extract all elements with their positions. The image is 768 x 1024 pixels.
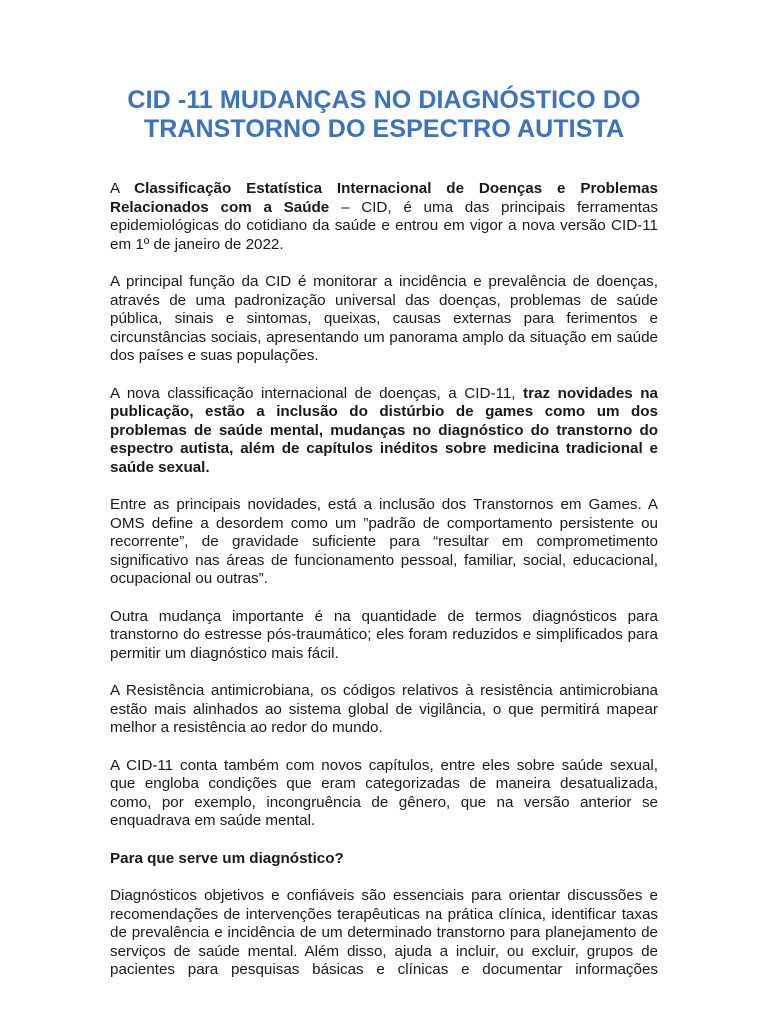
document-title: CID -11 MUDANÇAS NO DIAGNÓSTICO DO TRANSTORNO DO ESPECTRO AUTISTA — [127, 86, 641, 143]
paragraph-cid-function: A principal função da CID é monitorar a incidência e prevalência de doenças, através de uma padronização universal das doenças, problemas de saúde pública, sinais e sintomas, queixas, causas externas para ferimentos e circunstâncias sociais, apresentando um panorama amplo da situação em saúde dos países e suas populações. — [110, 273, 658, 364]
paragraph-antimicrobial: A Resistência antimicrobiana, os códigos relativos à resistência antimicrobiana estão mais alinhados ao sistema global de vigilância, o que permitirá mapear melhor a resistência ao redor do mundo. — [110, 682, 658, 736]
paragraph-text: A — [110, 180, 135, 197]
paragraph-text: A nova classificação internacional de doenças, a CID-11, — [110, 384, 524, 402]
paragraph-text: – CID, é uma das principais ferramentas epidemiológicas do cotidiano da saúde e entrou em vigor a nova versão CID-11 em 1º de janeiro de 2022. — [110, 198, 658, 253]
paragraph-cid-definition — [110, 180, 658, 254]
paragraph-cid11-news — [110, 385, 658, 478]
bold-text: Classificação Estatística Internacional de Doenças e Problemas Relacionados com a Saúde — [110, 180, 658, 216]
paragraph-diagnosis-purpose: Diagnósticos objetivos e confiáveis são essenciais para orientar discussões e recomendações de intervenções terapêuticas na prática clínica, identificar taxas de prevalência e incidência de um determinado transtorno para planejamento de serviços de saúde mental. Além disso, ajuda a incluir, ou excluir, grupos de pacientes para pesquisas básicas e clínicas e documentar informações — [110, 887, 658, 978]
section-subheading: Para que serve um diagnóstico? — [110, 849, 344, 867]
bold-text: traz novidades na publicação, estão a inclusão do distúrbio de games como um dos problemas de saúde mental, mudanças no diagnóstico do transtorno do espectro autista, além de capítulos inéditos sobre medicina tradicional e saúde sexual. — [110, 384, 658, 476]
paragraph-new-chapters: A CID-11 conta também com novos capítulos, entre eles sobre saúde sexual, que engloba condições que eram categorizadas de maneira desatualizada, como, por exemplo, incongruência de gênero, que na versão anterior se enquadrava em saúde mental. — [110, 756, 658, 829]
paragraph-ptsd: Outra mudança importante é na quantidade de termos diagnósticos para transtorno do estresse pós-traumático; eles foram reduzidos e simplificados para permitir um diagnóstico mais fácil. — [110, 607, 658, 662]
paragraph-gaming-disorder: Entre as principais novidades, está a inclusão dos Transtornos em Games. A OMS define a desordem como um ”padrão de comportamento persistente ou recorrente”, de gravidade suficiente para “resultar em comprometimento significativo nas áreas de funcionamento pessoal, familiar, social, educacional, ocupacional ou outras”. — [110, 496, 658, 587]
